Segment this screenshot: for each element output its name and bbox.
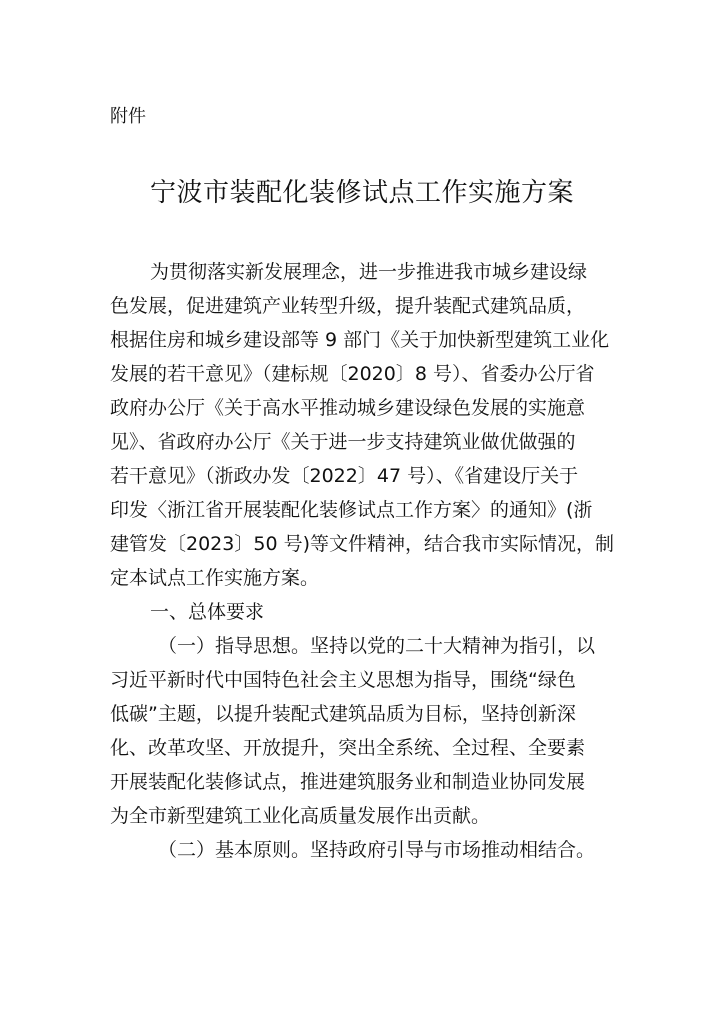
paragraph-line: 低碳”主题，以提升装配式建筑品质为目标，坚持创新深 — [110, 703, 576, 725]
paragraph-line: 发展的若干意见》（建标规〔2020〕8 号）、省委办公厅省 — [110, 363, 595, 385]
paragraph-line: 若干意见》（浙政办发〔2022〕47 号）、《省建设厅关于 — [110, 465, 579, 487]
paragraph-line: 根据住房和城乡建设部等 9 部门《关于加快新型建筑工业化 — [110, 329, 610, 351]
paragraph-line: （一）指导思想。坚持以党的二十大精神为指引，以 — [158, 635, 596, 657]
section-heading: 一、总体要求 — [150, 601, 265, 623]
paragraph-line: 印发〈浙江省开展装配化装修试点工作方案〉的通知》(浙 — [110, 499, 593, 521]
paragraph-line: （二）基本原则。坚持政府引导与市场推动相结合。 — [158, 839, 596, 861]
paragraph-line: 为贯彻落实新发展理念，进一步推进我市城乡建设绿 — [150, 261, 588, 283]
document-title: 宁波市装配化装修试点工作实施方案 — [149, 178, 574, 208]
paragraph-line: 开展装配化装修试点，推进建筑服务业和制造业协同发展 — [110, 771, 586, 793]
paragraph-line: 见》、省政府办公厅《关于进一步支持建筑业做优做强的 — [110, 431, 576, 453]
paragraph-line: 为全市新型建筑工业化高质量发展作出贡献。 — [110, 805, 491, 827]
paragraph-line: 色发展，促进建筑产业转型升级，提升装配式建筑品质， — [110, 295, 586, 317]
paragraph-line: 习近平新时代中国特色社会主义思想为指导，围绕“绿色 — [110, 669, 576, 691]
attachment-label: 附件 — [110, 106, 146, 127]
document-body — [110, 255, 630, 867]
paragraph-line: 建管发〔2023〕50 号)等文件精神，结合我市实际情况，制 — [110, 533, 614, 555]
paragraph-line: 化、改革攻坚、开放提升，突出全系统、全过程、全要素 — [110, 737, 586, 759]
paragraph-line: 政府办公厅《关于高水平推动城乡建设绿色发展的实施意 — [110, 397, 586, 419]
paragraph-line: 定本试点工作实施方案。 — [110, 567, 320, 589]
